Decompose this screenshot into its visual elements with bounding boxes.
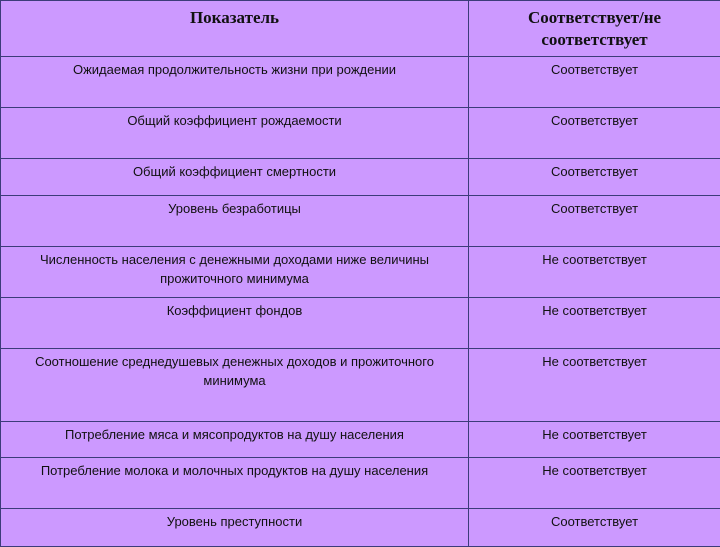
table-row bbox=[1, 108, 720, 159]
compliance-cell: Не соответствует bbox=[469, 458, 720, 509]
table-row bbox=[1, 349, 720, 422]
table-row bbox=[1, 57, 720, 108]
header-indicator: Показатель bbox=[1, 1, 469, 57]
compliance-cell: Не соответствует bbox=[469, 298, 720, 349]
compliance-cell: Соответствует bbox=[469, 509, 720, 547]
compliance-cell: Не соответствует bbox=[469, 422, 720, 458]
indicator-cell: Потребление мяса и мясопродуктов на душу населения bbox=[1, 422, 469, 458]
table-header-row bbox=[1, 1, 720, 57]
compliance-cell: Соответствует bbox=[469, 57, 720, 108]
indicator-cell: Уровень безработицы bbox=[1, 196, 469, 247]
header-compliance: Соответствует/не соответствует bbox=[469, 1, 720, 57]
indicator-cell: Коэффициент фондов bbox=[1, 298, 469, 349]
indicator-cell: Ожидаемая продолжительность жизни при рождении bbox=[1, 57, 469, 108]
compliance-cell: Соответствует bbox=[469, 108, 720, 159]
table-row bbox=[1, 458, 720, 509]
table-row bbox=[1, 422, 720, 458]
indicator-cell: Уровень преступности bbox=[1, 509, 469, 547]
table-row bbox=[1, 196, 720, 247]
compliance-cell: Соответствует bbox=[469, 159, 720, 196]
indicator-cell: Общий коэффициент рождаемости bbox=[1, 108, 469, 159]
indicator-cell: Потребление молока и молочных продуктов на душу населения bbox=[1, 458, 469, 509]
table-row bbox=[1, 509, 720, 547]
table-row bbox=[1, 159, 720, 196]
table-row bbox=[1, 298, 720, 349]
table-row bbox=[1, 247, 720, 298]
compliance-cell: Не соответствует bbox=[469, 349, 720, 422]
indicator-cell: Общий коэффициент смертности bbox=[1, 159, 469, 196]
indicator-cell: Численность населения с денежными доходами ниже величины прожиточного минимума bbox=[1, 247, 469, 298]
compliance-cell: Соответствует bbox=[469, 196, 720, 247]
compliance-cell: Не соответствует bbox=[469, 247, 720, 298]
indicator-cell: Соотношение среднедушевых денежных доходов и прожиточного минимума bbox=[1, 349, 469, 422]
